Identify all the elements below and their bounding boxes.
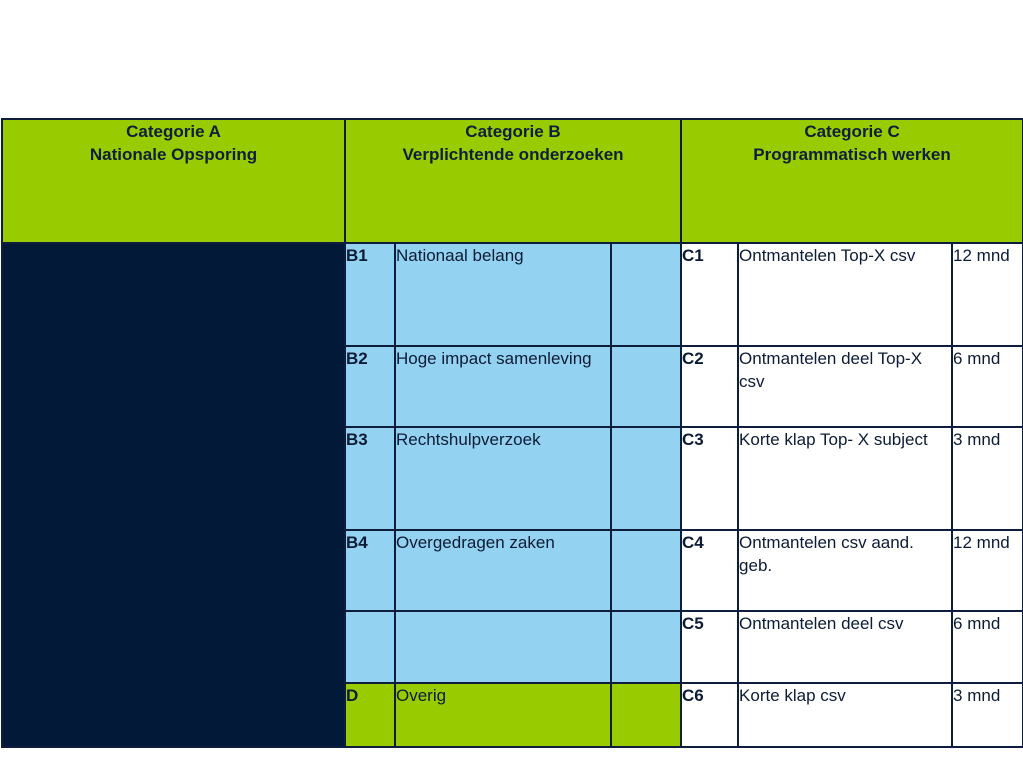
b-label-cell: Overgedragen zaken bbox=[395, 530, 611, 611]
d-extra-cell bbox=[611, 683, 681, 747]
c-duration-cell: 6 mnd bbox=[952, 611, 1023, 683]
c-duration-cell: 6 mnd bbox=[952, 346, 1023, 427]
b-label-cell bbox=[395, 611, 611, 683]
b-code-cell: B4 bbox=[345, 530, 395, 611]
c-label-cell: Korte klap Top- X subject bbox=[738, 427, 952, 530]
b-extra-cell bbox=[611, 243, 681, 346]
c-code-cell: C5 bbox=[681, 611, 738, 683]
category-a-body bbox=[2, 243, 345, 747]
b-label-cell: Rechtshulpverzoek bbox=[395, 427, 611, 530]
category-b-title: Categorie B bbox=[465, 122, 561, 141]
b-code-cell: B1 bbox=[345, 243, 395, 346]
c-duration-cell: 3 mnd bbox=[952, 427, 1023, 530]
b-label-cell: Nationaal belang bbox=[395, 243, 611, 346]
category-b-subtitle: Verplichtende onderzoeken bbox=[402, 145, 624, 164]
b-extra-cell bbox=[611, 530, 681, 611]
c-duration-cell: 12 mnd bbox=[952, 243, 1023, 346]
category-b-header bbox=[345, 119, 681, 243]
c-label-cell: Korte klap csv bbox=[738, 683, 952, 747]
c-label-cell: Ontmantelen csv aand. geb. bbox=[738, 530, 952, 611]
b-extra-cell bbox=[611, 611, 681, 683]
c-code-cell: C6 bbox=[681, 683, 738, 747]
b-extra-cell bbox=[611, 427, 681, 530]
c-label-cell: Ontmantelen deel csv bbox=[738, 611, 952, 683]
c-duration-cell: 12 mnd bbox=[952, 530, 1023, 611]
b-code-cell: B3 bbox=[345, 427, 395, 530]
c-code-cell: C2 bbox=[681, 346, 738, 427]
b-code-cell bbox=[345, 611, 395, 683]
c-code-cell: C3 bbox=[681, 427, 738, 530]
c-label-cell: Ontmantelen Top-X csv bbox=[738, 243, 952, 346]
category-c-title: Categorie C bbox=[804, 122, 900, 141]
c-label-cell: Ontmantelen deel Top-X csv bbox=[738, 346, 952, 427]
c-code-cell: C4 bbox=[681, 530, 738, 611]
b-code-cell: B2 bbox=[345, 346, 395, 427]
header-row bbox=[2, 119, 1023, 243]
category-c-header bbox=[681, 119, 1023, 243]
category-a-title: Categorie A bbox=[126, 122, 221, 141]
d-code-cell: D bbox=[345, 683, 395, 747]
category-matrix-table bbox=[1, 118, 1023, 748]
b-extra-cell bbox=[611, 346, 681, 427]
table-row bbox=[2, 243, 1023, 346]
category-a-subtitle: Nationale Opsporing bbox=[89, 145, 258, 164]
b-label-cell: Hoge impact samenleving bbox=[395, 346, 611, 427]
category-a-header bbox=[2, 119, 345, 243]
category-c-subtitle: Programmatisch werken bbox=[753, 145, 951, 164]
c-code-cell: C1 bbox=[681, 243, 738, 346]
c-duration-cell: 3 mnd bbox=[952, 683, 1023, 747]
d-label-cell: Overig bbox=[395, 683, 611, 747]
